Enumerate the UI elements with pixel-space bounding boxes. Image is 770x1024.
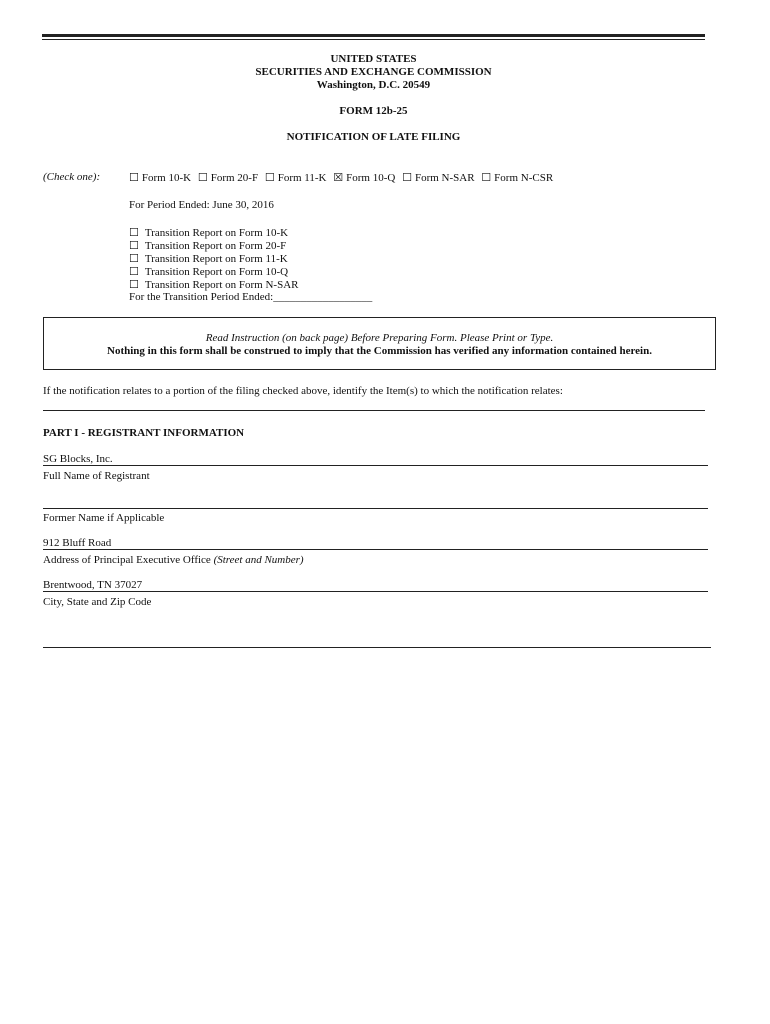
option-form-20-f[interactable]: ☐ Form 20-F <box>197 171 259 184</box>
instruction-box <box>43 317 716 370</box>
checkbox-icon[interactable]: ☐ <box>129 265 139 278</box>
top-double-rule-thin <box>42 39 705 40</box>
disclaimer-text: Nothing in this form shall be construed to imply that the Commission has verified any information contained herein. <box>107 345 652 357</box>
address-value[interactable]: 912 Bluff Road <box>43 537 112 549</box>
checkbox-icon[interactable]: ☐ <box>129 239 139 252</box>
checkbox-icon[interactable]: ☐ <box>129 226 139 239</box>
header-line2: SECURITIES AND EXCHANGE COMMISSION <box>255 66 492 78</box>
checkbox-icon[interactable]: ☐ <box>264 171 275 184</box>
portion-instruction: If the notification relates to a portion of the filing checked above, identify the Item(s) to which the notification relates: <box>43 385 563 397</box>
former-name-label: Former Name if Applicable <box>43 512 165 524</box>
items-line[interactable] <box>43 410 705 411</box>
former-name-line[interactable] <box>43 508 708 509</box>
city-label: City, State and Zip Code <box>43 596 152 608</box>
checkbox-icon[interactable]: ☐ <box>129 171 139 184</box>
option-form-n-sar[interactable]: ☐ Form N-SAR <box>402 171 475 184</box>
registrant-name[interactable]: SG Blocks, Inc. <box>43 453 113 465</box>
address-line <box>43 549 708 550</box>
option-form-11-k[interactable]: ☐ Form 11-K <box>264 171 327 184</box>
checkbox-icon[interactable]: ☐ <box>402 171 412 184</box>
header-line3: Washington, D.C. 20549 <box>316 79 431 91</box>
checkbox-icon[interactable]: ☐ <box>481 171 492 184</box>
transition-10-k[interactable]: ☐ Transition Report on Form 10-K <box>129 226 289 239</box>
option-form-10-q[interactable]: ☒ Form 10-Q <box>333 171 396 184</box>
transition-period-ended: For the Transition Period Ended:__________________ <box>129 291 373 303</box>
instruction-text: Read Instruction (on back page) Before Preparing Form. Please Print or Type. <box>205 332 554 344</box>
check-one-label: (Check one): <box>43 171 101 183</box>
check-one-options <box>129 171 557 185</box>
section-end-rule <box>43 647 711 648</box>
checked-checkbox-icon[interactable]: ☒ <box>333 171 344 184</box>
registrant-name-label: Full Name of Registrant <box>43 470 150 482</box>
city-value[interactable]: Brentwood, TN 37027 <box>43 579 143 591</box>
transition-11-k[interactable]: ☐ Transition Report on Form 11-K <box>129 252 288 265</box>
form-number: FORM 12b-25 <box>339 105 408 117</box>
period-ended: For Period Ended: June 30, 2016 <box>129 199 274 211</box>
transition-20-f[interactable]: ☐ Transition Report on Form 20-F <box>129 239 287 252</box>
checkbox-icon[interactable]: ☐ <box>129 252 139 265</box>
transition-n-sar[interactable]: ☐ Transition Report on Form N-SAR <box>129 278 299 291</box>
form-title: NOTIFICATION OF LATE FILING <box>286 131 461 143</box>
registrant-name-line <box>43 465 708 466</box>
header-line1: UNITED STATES <box>330 53 417 65</box>
address-label: Address of Principal Executive Office (Street and Number) <box>43 554 304 566</box>
top-double-rule <box>42 34 705 37</box>
checkbox-icon[interactable]: ☐ <box>129 278 139 291</box>
transition-10-q[interactable]: ☐ Transition Report on Form 10-Q <box>129 265 289 278</box>
part1-heading: PART I - REGISTRANT INFORMATION <box>43 427 245 439</box>
city-line <box>43 591 708 592</box>
option-form-10-k[interactable]: ☐ Form 10-K <box>129 171 192 184</box>
option-form-n-csr[interactable]: ☐ Form N-CSR <box>481 171 554 184</box>
checkbox-icon[interactable]: ☐ <box>197 171 208 184</box>
